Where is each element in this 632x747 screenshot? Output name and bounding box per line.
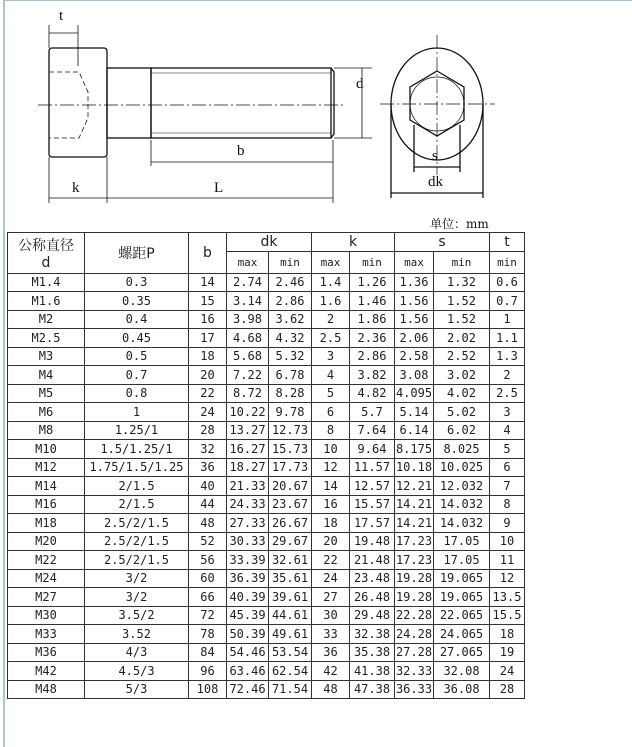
header-d-line2: d <box>41 254 51 271</box>
cell-s-max: 36.33 <box>395 680 434 699</box>
cell-d: M24 <box>8 569 85 588</box>
dim-label-s: s <box>432 148 438 164</box>
cell-s-max: 6.14 <box>395 421 434 440</box>
cell-pitch: 1.25/1 <box>85 421 189 440</box>
cell-b: 44 <box>189 495 227 514</box>
cell-pitch: 3.52 <box>85 625 189 644</box>
cell-t-min: 1.3 <box>490 347 525 366</box>
cell-s-min: 24.065 <box>434 625 490 644</box>
cell-s-min: 6.02 <box>434 421 490 440</box>
cell-k-max: 8 <box>312 421 350 440</box>
cell-b: 24 <box>189 403 227 422</box>
cell-dk-max: 10.22 <box>227 403 269 422</box>
cell-dk-max: 30.33 <box>227 532 269 551</box>
header-b: b <box>189 233 227 274</box>
cell-dk-max: 50.39 <box>227 625 269 644</box>
cell-k-min: 26.48 <box>350 588 395 607</box>
cell-dk-min: 2.86 <box>269 292 312 311</box>
cell-k-max: 27 <box>312 588 350 607</box>
cell-d: M33 <box>8 625 85 644</box>
cell-k-max: 20 <box>312 532 350 551</box>
table-row <box>8 495 525 514</box>
cell-k-min: 29.48 <box>350 606 395 625</box>
cell-k-min: 5.7 <box>350 403 395 422</box>
header-d-line1: 公称直径 <box>18 237 74 254</box>
cell-s-min: 1.32 <box>434 273 490 292</box>
cell-s-min: 27.065 <box>434 643 490 662</box>
cell-d: M10 <box>8 440 85 459</box>
cell-pitch: 2.5/2/1.5 <box>85 514 189 533</box>
cell-s-max: 19.28 <box>395 569 434 588</box>
header-s-max: max <box>395 251 434 273</box>
cell-b: 84 <box>189 643 227 662</box>
cell-k-min: 21.48 <box>350 551 395 570</box>
cell-d: M3 <box>8 347 85 366</box>
cell-pitch: 3/2 <box>85 569 189 588</box>
cell-pitch: 0.8 <box>85 384 189 403</box>
cell-t-min: 15.5 <box>490 606 525 625</box>
cell-k-min: 41.38 <box>350 662 395 681</box>
cell-s-min: 32.08 <box>434 662 490 681</box>
cell-pitch: 0.4 <box>85 310 189 329</box>
cell-s-max: 1.36 <box>395 273 434 292</box>
cell-dk-min: 6.78 <box>269 366 312 385</box>
cell-s-min: 2.52 <box>434 347 490 366</box>
cell-t-min: 6 <box>490 458 525 477</box>
header-t-min: min <box>490 251 525 273</box>
cell-s-max: 22.28 <box>395 606 434 625</box>
cell-s-max: 2.58 <box>395 347 434 366</box>
cell-k-min: 7.64 <box>350 421 395 440</box>
table-row <box>8 347 525 366</box>
table-body <box>8 273 525 699</box>
cell-d: M22 <box>8 551 85 570</box>
cell-s-max: 1.56 <box>395 292 434 311</box>
cell-k-min: 1.26 <box>350 273 395 292</box>
cell-s-max: 1.56 <box>395 310 434 329</box>
cell-dk-min: 8.28 <box>269 384 312 403</box>
cell-dk-max: 3.14 <box>227 292 269 311</box>
cell-d: M8 <box>8 421 85 440</box>
dim-label-dk: dk <box>428 174 443 190</box>
cell-t-min: 12 <box>490 569 525 588</box>
cell-s-min: 14.032 <box>434 514 490 533</box>
cell-k-max: 36 <box>312 643 350 662</box>
cell-pitch: 0.3 <box>85 273 189 292</box>
cell-k-min: 3.82 <box>350 366 395 385</box>
cell-t-min: 7 <box>490 477 525 496</box>
cell-dk-min: 26.67 <box>269 514 312 533</box>
cell-s-max: 14.21 <box>395 495 434 514</box>
cell-k-max: 16 <box>312 495 350 514</box>
cell-t-min: 9 <box>490 514 525 533</box>
cell-d: M36 <box>8 643 85 662</box>
cell-t-min: 4 <box>490 421 525 440</box>
cell-dk-min: 17.73 <box>269 458 312 477</box>
cell-s-max: 24.28 <box>395 625 434 644</box>
cell-s-min: 19.065 <box>434 588 490 607</box>
cell-t-min: 1.1 <box>490 329 525 348</box>
cell-dk-max: 24.33 <box>227 495 269 514</box>
table-row <box>8 569 525 588</box>
cell-dk-min: 5.32 <box>269 347 312 366</box>
cell-k-min: 2.86 <box>350 347 395 366</box>
cell-t-min: 2.5 <box>490 384 525 403</box>
cell-t-min: 24 <box>490 662 525 681</box>
cell-k-min: 9.64 <box>350 440 395 459</box>
cell-s-min: 36.08 <box>434 680 490 699</box>
table-row <box>8 643 525 662</box>
cell-s-min: 17.05 <box>434 532 490 551</box>
cell-t-min: 18 <box>490 625 525 644</box>
cell-dk-min: 2.46 <box>269 273 312 292</box>
cell-s-min: 2.02 <box>434 329 490 348</box>
cell-pitch: 0.45 <box>85 329 189 348</box>
cell-dk-max: 4.68 <box>227 329 269 348</box>
bolt-drawing <box>0 0 632 215</box>
cell-t-min: 19 <box>490 643 525 662</box>
cell-k-max: 1.4 <box>312 273 350 292</box>
cell-k-max: 1.6 <box>312 292 350 311</box>
cell-d: M18 <box>8 514 85 533</box>
cell-k-min: 47.38 <box>350 680 395 699</box>
cell-dk-max: 5.68 <box>227 347 269 366</box>
cell-b: 22 <box>189 384 227 403</box>
cell-dk-min: 23.67 <box>269 495 312 514</box>
cell-dk-min: 9.78 <box>269 403 312 422</box>
cell-pitch: 2/1.5 <box>85 495 189 514</box>
table-row <box>8 588 525 607</box>
table-row <box>8 366 525 385</box>
header-k: k <box>312 233 395 252</box>
cell-s-max: 17.23 <box>395 532 434 551</box>
cell-dk-min: 3.62 <box>269 310 312 329</box>
cell-pitch: 1 <box>85 403 189 422</box>
table-row <box>8 329 525 348</box>
cell-d: M27 <box>8 588 85 607</box>
cell-k-max: 48 <box>312 680 350 699</box>
cell-dk-min: 53.54 <box>269 643 312 662</box>
cell-t-min: 28 <box>490 680 525 699</box>
cell-k-min: 1.46 <box>350 292 395 311</box>
cell-k-max: 12 <box>312 458 350 477</box>
header-dk: dk <box>227 233 312 252</box>
cell-pitch: 2.5/2/1.5 <box>85 532 189 551</box>
cell-d: M16 <box>8 495 85 514</box>
header-dk-max: max <box>227 251 269 273</box>
cell-k-max: 3 <box>312 347 350 366</box>
bolt-side-view <box>38 48 345 157</box>
cell-k-max: 14 <box>312 477 350 496</box>
cell-s-min: 1.52 <box>434 310 490 329</box>
cell-t-min: 0.6 <box>490 273 525 292</box>
table-row <box>8 403 525 422</box>
cell-d: M14 <box>8 477 85 496</box>
cell-pitch: 3/2 <box>85 588 189 607</box>
cell-pitch: 4/3 <box>85 643 189 662</box>
cell-k-min: 35.38 <box>350 643 395 662</box>
cell-dk-max: 33.39 <box>227 551 269 570</box>
cell-dk-max: 7.22 <box>227 366 269 385</box>
cell-s-max: 2.06 <box>395 329 434 348</box>
cell-dk-max: 8.72 <box>227 384 269 403</box>
cell-b: 52 <box>189 532 227 551</box>
cell-d: M6 <box>8 403 85 422</box>
dim-label-b: b <box>237 143 245 159</box>
cell-s-max: 4.095 <box>395 384 434 403</box>
cell-k-max: 2.5 <box>312 329 350 348</box>
header-dk-min: min <box>269 251 312 273</box>
table-row <box>8 458 525 477</box>
header-s-min: min <box>434 251 490 273</box>
table-row <box>8 514 525 533</box>
cell-s-max: 10.18 <box>395 458 434 477</box>
cell-s-max: 12.21 <box>395 477 434 496</box>
cell-t-min: 5 <box>490 440 525 459</box>
cell-dk-max: 3.98 <box>227 310 269 329</box>
cell-k-max: 4 <box>312 366 350 385</box>
cell-t-min: 3 <box>490 403 525 422</box>
cell-d: M1.6 <box>8 292 85 311</box>
header-nominal-diameter <box>8 233 85 274</box>
cell-s-max: 32.33 <box>395 662 434 681</box>
cell-dk-min: 39.61 <box>269 588 312 607</box>
header-t: t <box>490 233 525 252</box>
cell-k-min: 11.57 <box>350 458 395 477</box>
dim-label-d: d <box>356 76 364 92</box>
table-row <box>8 292 525 311</box>
cell-pitch: 0.35 <box>85 292 189 311</box>
cell-b: 40 <box>189 477 227 496</box>
cell-k-max: 6 <box>312 403 350 422</box>
cell-b: 96 <box>189 662 227 681</box>
table-row <box>8 680 525 699</box>
cell-dk-min: 29.67 <box>269 532 312 551</box>
cell-s-min: 5.02 <box>434 403 490 422</box>
cell-d: M42 <box>8 662 85 681</box>
cell-dk-min: 49.61 <box>269 625 312 644</box>
table-row <box>8 477 525 496</box>
cell-b: 108 <box>189 680 227 699</box>
cell-b: 72 <box>189 606 227 625</box>
cell-s-max: 17.23 <box>395 551 434 570</box>
unit-label: 单位：mm <box>430 217 489 231</box>
cell-d: M48 <box>8 680 85 699</box>
cell-b: 78 <box>189 625 227 644</box>
cell-dk-max: 36.39 <box>227 569 269 588</box>
dim-label-k: k <box>72 180 80 196</box>
cell-b: 36 <box>189 458 227 477</box>
cell-s-max: 14.21 <box>395 514 434 533</box>
cell-dk-min: 20.67 <box>269 477 312 496</box>
cell-s-min: 8.025 <box>434 440 490 459</box>
cell-dk-max: 72.46 <box>227 680 269 699</box>
cell-k-min: 15.57 <box>350 495 395 514</box>
cell-k-max: 42 <box>312 662 350 681</box>
cell-k-min: 2.36 <box>350 329 395 348</box>
cell-dk-max: 27.33 <box>227 514 269 533</box>
cell-t-min: 13.5 <box>490 588 525 607</box>
cell-b: 48 <box>189 514 227 533</box>
cell-dk-max: 45.39 <box>227 606 269 625</box>
bolt-spec-table <box>7 232 525 699</box>
cell-b: 16 <box>189 310 227 329</box>
cell-pitch: 0.5 <box>85 347 189 366</box>
cell-dk-min: 32.61 <box>269 551 312 570</box>
cell-k-min: 32.38 <box>350 625 395 644</box>
cell-k-min: 17.57 <box>350 514 395 533</box>
cell-s-min: 12.032 <box>434 477 490 496</box>
table-row <box>8 625 525 644</box>
cell-d: M12 <box>8 458 85 477</box>
cell-k-max: 22 <box>312 551 350 570</box>
header-k-min: min <box>350 251 395 273</box>
header-s: s <box>395 233 490 252</box>
cell-pitch: 0.7 <box>85 366 189 385</box>
table-row <box>8 551 525 570</box>
cell-b: 28 <box>189 421 227 440</box>
cell-s-max: 27.28 <box>395 643 434 662</box>
cell-dk-min: 4.32 <box>269 329 312 348</box>
cell-s-min: 22.065 <box>434 606 490 625</box>
cell-s-min: 4.02 <box>434 384 490 403</box>
dimension-lines <box>49 25 372 203</box>
cell-k-max: 30 <box>312 606 350 625</box>
cell-b: 15 <box>189 292 227 311</box>
cell-t-min: 0.7 <box>490 292 525 311</box>
cell-dk-min: 35.61 <box>269 569 312 588</box>
cell-k-max: 5 <box>312 384 350 403</box>
header-pitch: 螺距P <box>85 233 189 274</box>
cell-s-min: 14.032 <box>434 495 490 514</box>
cell-b: 14 <box>189 273 227 292</box>
cell-t-min: 8 <box>490 495 525 514</box>
cell-dk-max: 21.33 <box>227 477 269 496</box>
table-row <box>8 662 525 681</box>
table-row <box>8 310 525 329</box>
cell-s-max: 19.28 <box>395 588 434 607</box>
cell-s-max: 5.14 <box>395 403 434 422</box>
cell-dk-max: 54.46 <box>227 643 269 662</box>
cell-k-max: 2 <box>312 310 350 329</box>
cell-dk-max: 40.39 <box>227 588 269 607</box>
cell-dk-min: 12.73 <box>269 421 312 440</box>
cell-b: 20 <box>189 366 227 385</box>
cell-d: M2 <box>8 310 85 329</box>
cell-s-max: 8.175 <box>395 440 434 459</box>
table-row <box>8 606 525 625</box>
dim-label-t: t <box>59 8 64 24</box>
cell-b: 66 <box>189 588 227 607</box>
cell-pitch: 1.5/1.25/1 <box>85 440 189 459</box>
table-row <box>8 421 525 440</box>
cell-k-min: 12.57 <box>350 477 395 496</box>
cell-b: 56 <box>189 551 227 570</box>
cell-d: M30 <box>8 606 85 625</box>
table-row <box>8 532 525 551</box>
cell-pitch: 5/3 <box>85 680 189 699</box>
cell-dk-min: 15.73 <box>269 440 312 459</box>
cell-s-min: 3.02 <box>434 366 490 385</box>
cell-b: 32 <box>189 440 227 459</box>
cell-dk-max: 16.27 <box>227 440 269 459</box>
cell-k-min: 23.48 <box>350 569 395 588</box>
cell-k-max: 18 <box>312 514 350 533</box>
table-row <box>8 273 525 292</box>
dim-label-L: L <box>214 180 224 196</box>
cell-s-min: 17.05 <box>434 551 490 570</box>
cell-d: M4 <box>8 366 85 385</box>
cell-s-min: 10.025 <box>434 458 490 477</box>
cell-k-max: 24 <box>312 569 350 588</box>
cell-pitch: 3.5/2 <box>85 606 189 625</box>
cell-t-min: 1 <box>490 310 525 329</box>
cell-pitch: 2/1.5 <box>85 477 189 496</box>
cell-d: M2.5 <box>8 329 85 348</box>
cell-s-max: 3.08 <box>395 366 434 385</box>
cell-dk-max: 13.27 <box>227 421 269 440</box>
cell-t-min: 2 <box>490 366 525 385</box>
cell-pitch: 1.75/1.5/1.25 <box>85 458 189 477</box>
header-k-max: max <box>312 251 350 273</box>
cell-dk-min: 62.54 <box>269 662 312 681</box>
cell-b: 60 <box>189 569 227 588</box>
cell-s-min: 1.52 <box>434 292 490 311</box>
cell-dk-max: 18.27 <box>227 458 269 477</box>
cell-dk-min: 71.54 <box>269 680 312 699</box>
cell-k-min: 4.82 <box>350 384 395 403</box>
cell-k-max: 33 <box>312 625 350 644</box>
cell-t-min: 11 <box>490 551 525 570</box>
cell-s-min: 19.065 <box>434 569 490 588</box>
cell-pitch: 4.5/3 <box>85 662 189 681</box>
cell-b: 17 <box>189 329 227 348</box>
cell-b: 18 <box>189 347 227 366</box>
table-row <box>8 384 525 403</box>
cell-t-min: 10 <box>490 532 525 551</box>
cell-k-min: 19.48 <box>350 532 395 551</box>
cell-d: M5 <box>8 384 85 403</box>
cell-k-max: 10 <box>312 440 350 459</box>
table-row <box>8 440 525 459</box>
cell-d: M1.4 <box>8 273 85 292</box>
cell-dk-max: 2.74 <box>227 273 269 292</box>
cell-dk-min: 44.61 <box>269 606 312 625</box>
cell-k-min: 1.86 <box>350 310 395 329</box>
cell-pitch: 2.5/2/1.5 <box>85 551 189 570</box>
cell-dk-max: 63.46 <box>227 662 269 681</box>
cell-d: M20 <box>8 532 85 551</box>
